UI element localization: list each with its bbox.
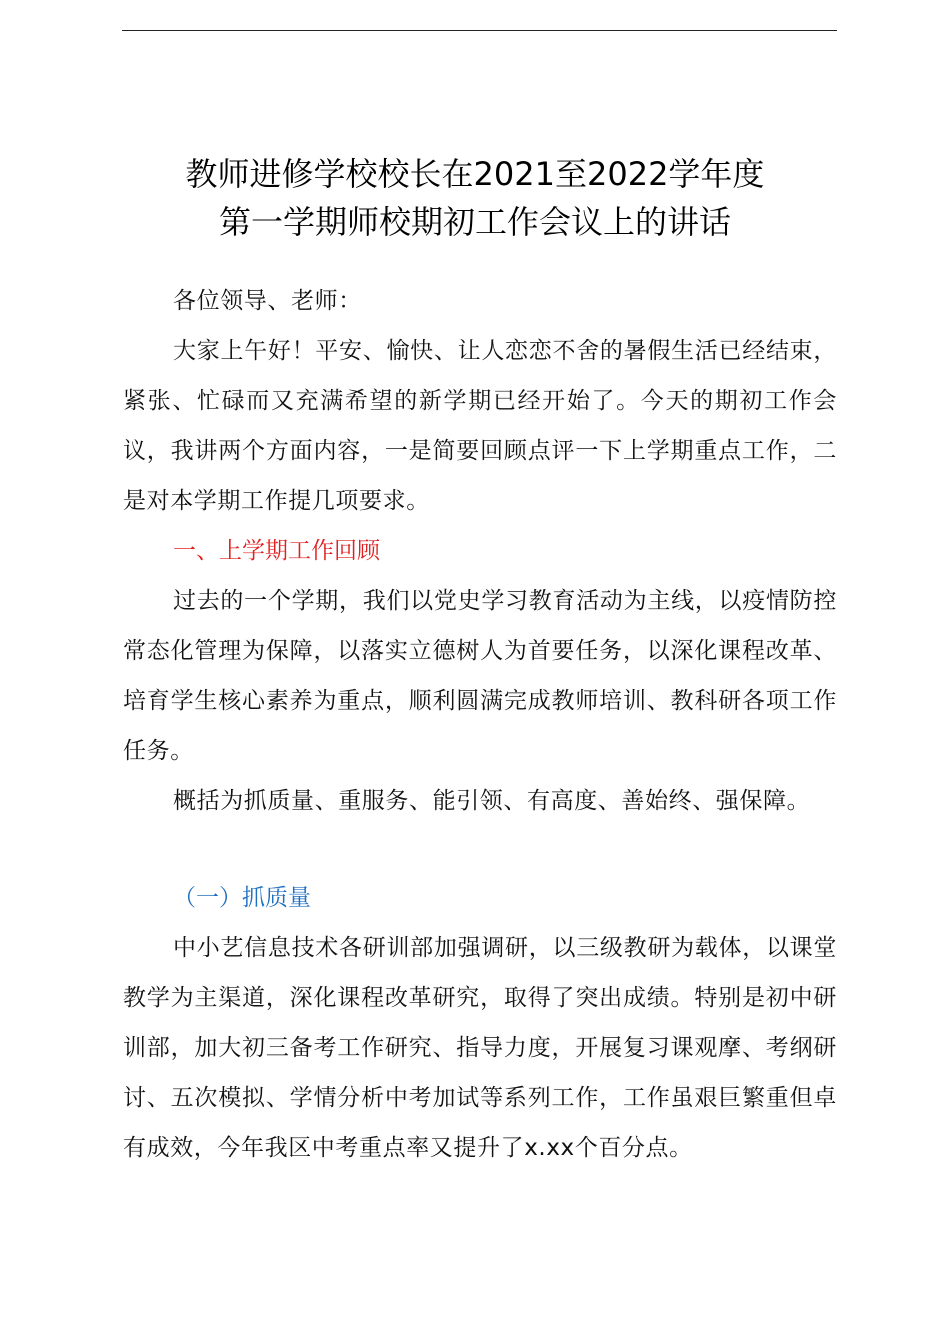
sub-heading-quality: （一）抓质量 (173, 885, 311, 911)
salutation: 各位领导、老师： (173, 288, 362, 314)
paragraph-review: 过去的一个学期，我们以党史学习教育活动为主线，以疫情防控常态化管理为保障，以落实立德树人为首要任务，以深化课程改革、培育学生核心素养为重点，顺利圆满完成教师培训、教科研各项工作任务。 (123, 588, 837, 764)
paragraph-intro: 大家上午好！平安、愉快、让人恋恋不舍的暑假生活已经结束，紧张、忙碌而又充满希望的新学期已经开始了。今天的期初工作会议，我讲两个方面内容，一是简要回顾点评一下上学期重点工作，二是对本学期工作提几项要求。 (123, 338, 837, 514)
title-line-2: 第一学期师校期初工作会议上的讲话 (218, 203, 731, 241)
title-line-1: 教师进修学校校长在2021至2022学年度 (185, 155, 765, 193)
section-heading-review: 一、上学期工作回顾 (173, 538, 380, 564)
paragraph-quality: 中小艺信息技术各研训部加强调研，以三级教研为载体，以课堂教学为主渠道，深化课程改革研究，取得了突出成绩。特别是初中研训部，加大初三备考工作研究、指导力度，开展复习课观摩、考纲研讨、五次模拟、学情分析中考加试等系列工作，工作虽艰巨繁重但卓有成效，今年我区中考重点率又提升了x.xx个百分点。 (123, 935, 837, 1161)
paragraph-summary: 概括为抓质量、重服务、能引领、有高度、善始终、强保障。 (173, 788, 811, 814)
header-rule (122, 30, 837, 31)
